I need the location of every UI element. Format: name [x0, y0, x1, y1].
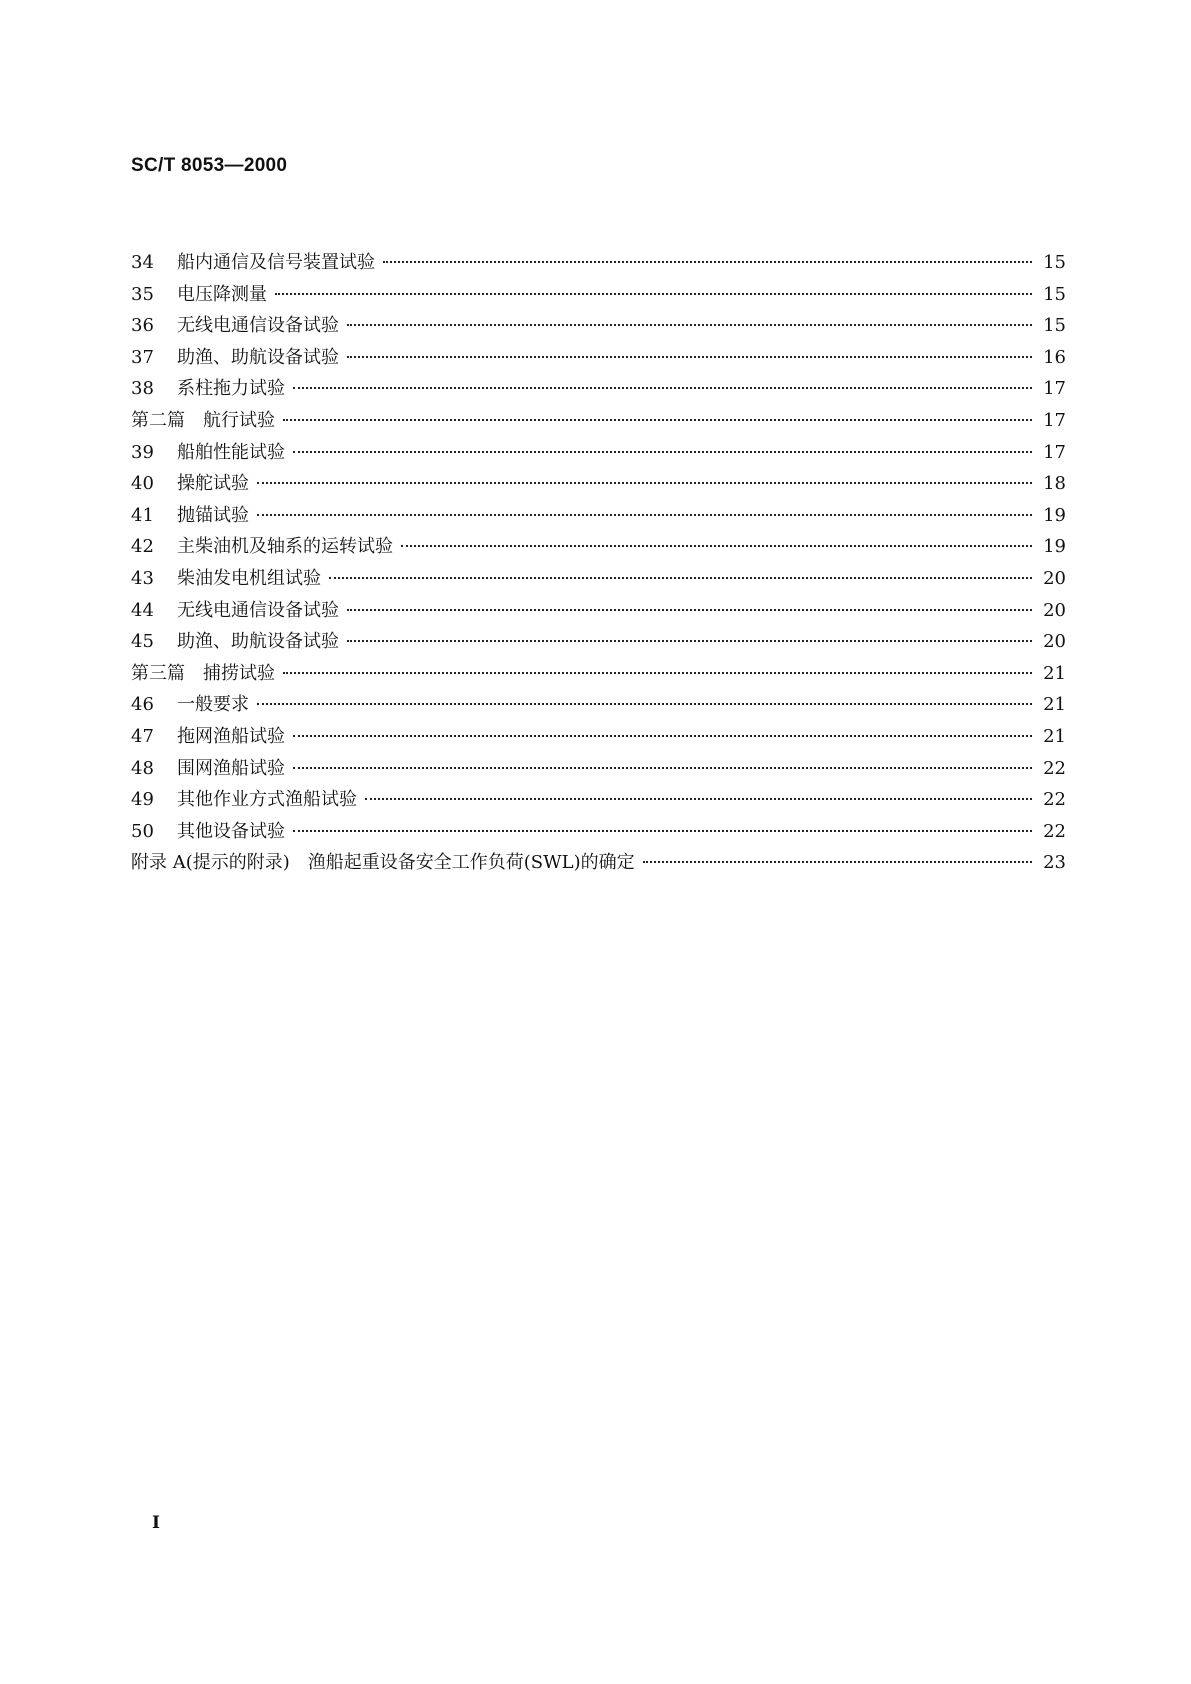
dot-leader — [257, 514, 1032, 516]
toc-entry-title: 抛锚试验 — [177, 504, 249, 526]
toc-entry-page: 19 — [1043, 504, 1066, 526]
page-number: I — [152, 1513, 160, 1533]
toc-entry-page: 15 — [1043, 283, 1066, 305]
table-of-contents — [131, 248, 1066, 880]
toc-entry-number: 38 — [131, 378, 154, 400]
toc-part-heading[interactable] — [131, 659, 1066, 691]
dot-leader — [257, 482, 1032, 484]
document-code: SC/T 8053—2000 — [131, 155, 288, 176]
toc-entry[interactable] — [131, 532, 1066, 564]
dot-leader — [293, 387, 1032, 389]
toc-entry-page: 22 — [1043, 789, 1066, 811]
toc-entry-title: 系柱拖力试验 — [177, 378, 285, 400]
toc-entry-page: 21 — [1043, 694, 1066, 716]
toc-entry[interactable] — [131, 248, 1066, 280]
toc-entry[interactable] — [131, 627, 1066, 659]
toc-entry-page: 20 — [1043, 567, 1066, 589]
toc-entry-number: 41 — [131, 504, 154, 526]
dot-leader — [347, 356, 1032, 358]
toc-entry-number: 44 — [131, 599, 154, 621]
dot-leader — [401, 545, 1032, 547]
dot-leader — [293, 830, 1032, 832]
toc-entry-title: 船内通信及信号装置试验 — [177, 252, 375, 273]
toc-entry-number: 37 — [131, 346, 154, 368]
toc-entry-title: 无线电通信设备试验 — [177, 599, 339, 621]
toc-entry-title: 其他设备试验 — [177, 820, 285, 842]
toc-entry[interactable] — [131, 438, 1066, 470]
dot-leader — [347, 609, 1032, 611]
toc-entry[interactable] — [131, 280, 1066, 312]
dot-leader — [283, 419, 1032, 421]
dot-leader — [643, 861, 1032, 863]
toc-entry[interactable] — [131, 374, 1066, 406]
dot-leader — [365, 798, 1032, 800]
toc-entry-number: 42 — [131, 536, 154, 558]
toc-entry[interactable] — [131, 311, 1066, 343]
toc-entry-title: 助渔、助航设备试验 — [177, 346, 339, 368]
toc-entry-page: 22 — [1043, 820, 1066, 842]
toc-entry[interactable] — [131, 754, 1066, 786]
toc-entry-number: 39 — [131, 441, 154, 463]
toc-entry-title: 其他作业方式渔船试验 — [177, 789, 357, 811]
toc-entry-page: 20 — [1043, 599, 1066, 621]
toc-entry[interactable] — [131, 469, 1066, 501]
toc-entry-number: 43 — [131, 567, 154, 589]
toc-entry-number: 35 — [131, 283, 154, 305]
toc-entry[interactable] — [131, 343, 1066, 375]
toc-entry-number: 48 — [131, 757, 154, 779]
toc-entry-title: 柴油发电机组试验 — [177, 567, 321, 589]
dot-leader — [293, 451, 1032, 453]
toc-entry-page: 23 — [1043, 852, 1066, 874]
toc-entry-page: 15 — [1043, 252, 1066, 273]
toc-entry-page: 19 — [1043, 536, 1066, 558]
toc-entry[interactable] — [131, 690, 1066, 722]
toc-entry-page: 15 — [1043, 315, 1066, 337]
toc-entry-number: 49 — [131, 789, 154, 811]
toc-entry-page: 16 — [1043, 346, 1066, 368]
toc-entry-title: 一般要求 — [177, 694, 249, 716]
toc-appendix-entry[interactable] — [131, 848, 1066, 880]
toc-entry-title: 附录 A(提示的附录) 渔船起重设备安全工作负荷(SWL)的确定 — [131, 852, 635, 874]
toc-entry-number: 45 — [131, 631, 154, 653]
toc-entry-number: 46 — [131, 694, 154, 716]
toc-entry-title: 第二篇 航行试验 — [131, 409, 275, 431]
toc-entry-title: 电压降测量 — [177, 283, 267, 305]
dot-leader — [293, 735, 1032, 737]
toc-entry[interactable] — [131, 817, 1066, 849]
dot-leader — [257, 703, 1032, 705]
dot-leader — [383, 261, 1032, 263]
toc-entry-title: 围网渔船试验 — [177, 757, 285, 779]
toc-entry-page: 18 — [1043, 473, 1066, 495]
toc-entry-page: 20 — [1043, 631, 1066, 653]
toc-entry-page: 21 — [1043, 662, 1066, 684]
toc-entry[interactable] — [131, 785, 1066, 817]
toc-entry[interactable] — [131, 564, 1066, 596]
toc-entry-title: 拖网渔船试验 — [177, 725, 285, 747]
toc-entry-title: 船舶性能试验 — [177, 441, 285, 463]
dot-leader — [347, 640, 1032, 642]
toc-entry-number: 50 — [131, 820, 154, 842]
dot-leader — [275, 293, 1032, 295]
toc-entry-page: 17 — [1043, 441, 1066, 463]
toc-entry-number: 40 — [131, 473, 154, 495]
toc-entry-page: 17 — [1043, 409, 1066, 431]
toc-entry-title: 第三篇 捕捞试验 — [131, 662, 275, 684]
toc-entry-number: 47 — [131, 725, 154, 747]
dot-leader — [329, 577, 1032, 579]
dot-leader — [347, 324, 1032, 326]
toc-part-heading[interactable] — [131, 406, 1066, 438]
toc-entry[interactable] — [131, 501, 1066, 533]
toc-entry[interactable] — [131, 596, 1066, 628]
dot-leader — [283, 672, 1032, 674]
toc-entry-number: 34 — [131, 252, 154, 273]
toc-entry-number: 36 — [131, 315, 154, 337]
dot-leader — [293, 767, 1032, 769]
toc-entry-page: 17 — [1043, 378, 1066, 400]
toc-entry-title: 操舵试验 — [177, 473, 249, 495]
toc-entry-title: 助渔、助航设备试验 — [177, 631, 339, 653]
toc-entry[interactable] — [131, 722, 1066, 754]
toc-entry-page: 22 — [1043, 757, 1066, 779]
toc-entry-page: 21 — [1043, 725, 1066, 747]
toc-entry-title: 主柴油机及轴系的运转试验 — [177, 536, 393, 558]
toc-entry-title: 无线电通信设备试验 — [177, 315, 339, 337]
